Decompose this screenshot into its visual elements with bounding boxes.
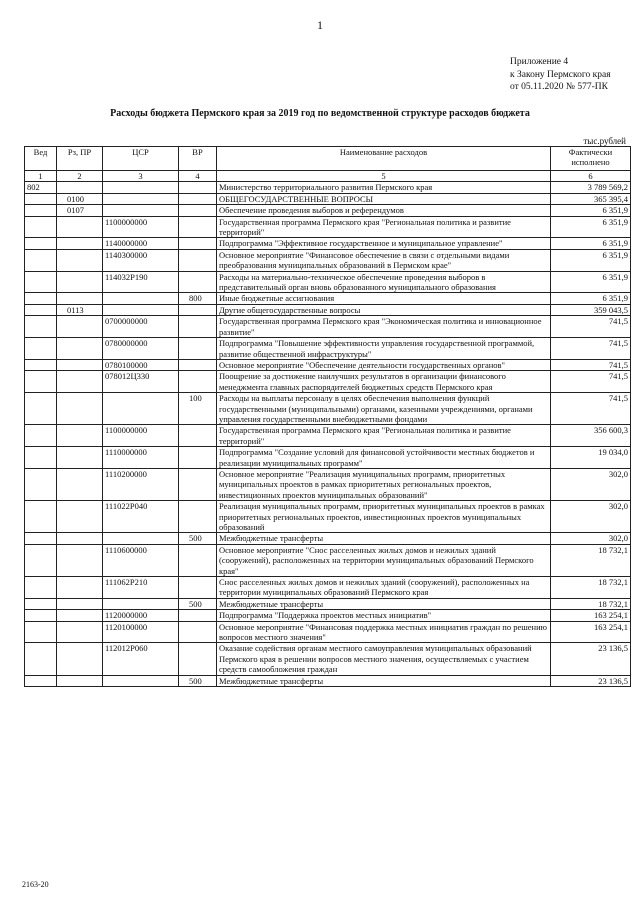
column-number: 3 bbox=[103, 171, 179, 182]
cell-amount: 365 395,4 bbox=[551, 193, 631, 204]
cell-vr bbox=[179, 468, 217, 500]
cell-vr bbox=[179, 621, 217, 643]
cell-name: Основное мероприятие "Финансовое обеспечение в связи с отдельными видами преобразования муниципальных образований в Пермском крае" bbox=[217, 249, 551, 271]
cell-amount: 741,5 bbox=[551, 316, 631, 338]
cell-rz-pr bbox=[57, 238, 103, 249]
cell-ved bbox=[25, 249, 57, 271]
cell-vr bbox=[179, 338, 217, 360]
table-row bbox=[25, 293, 631, 304]
cell-name: Основное мероприятие "Снос расселенных жилых домов и нежилых зданий (сооружений), расположенных на территории муниципальных образований Пермского края" bbox=[217, 544, 551, 576]
cell-rz-pr bbox=[57, 544, 103, 576]
cell-rz-pr bbox=[57, 643, 103, 675]
cell-name: Поощрение за достижение наилучших результатов в организации финансового менеджмента главных распорядителей бюджетных средств Пермского края bbox=[217, 371, 551, 393]
header-amount: Фактически исполнено bbox=[551, 147, 631, 171]
cell-vr bbox=[179, 371, 217, 393]
cell-amount: 18 732,1 bbox=[551, 544, 631, 576]
cell-csr: 112012Р060 bbox=[103, 643, 179, 675]
cell-amount: 741,5 bbox=[551, 371, 631, 393]
cell-amount: 302,0 bbox=[551, 533, 631, 544]
cell-amount: 18 732,1 bbox=[551, 598, 631, 609]
cell-vr bbox=[179, 501, 217, 533]
table-row bbox=[25, 447, 631, 469]
cell-ved bbox=[25, 675, 57, 686]
cell-amount: 6 351,9 bbox=[551, 271, 631, 293]
cell-amount: 741,5 bbox=[551, 393, 631, 425]
cell-ved bbox=[25, 338, 57, 360]
table-row bbox=[25, 249, 631, 271]
table-row bbox=[25, 316, 631, 338]
cell-amount: 6 351,9 bbox=[551, 249, 631, 271]
cell-csr: 0780100000 bbox=[103, 359, 179, 370]
cell-csr: 1110200000 bbox=[103, 468, 179, 500]
table-row bbox=[25, 533, 631, 544]
cell-ved bbox=[25, 621, 57, 643]
cell-name: ОБЩЕГОСУДАРСТВЕННЫЕ ВОПРОСЫ bbox=[217, 193, 551, 204]
cell-name: Оказание содействия органам местного самоуправления муниципальных образований Пермского края в решении вопросов местного значения, осуществляемых с участием средств самообложения граждан bbox=[217, 643, 551, 675]
cell-name: Государственная программа Пермского края "Региональная политика и развитие территорий" bbox=[217, 216, 551, 238]
table-row bbox=[25, 238, 631, 249]
cell-vr bbox=[179, 359, 217, 370]
cell-vr: 500 bbox=[179, 598, 217, 609]
table-row bbox=[25, 621, 631, 643]
cell-amount: 23 136,5 bbox=[551, 675, 631, 686]
cell-name: Другие общегосударственные вопросы bbox=[217, 304, 551, 315]
cell-ved bbox=[25, 304, 57, 315]
cell-csr bbox=[103, 304, 179, 315]
cell-rz-pr bbox=[57, 425, 103, 447]
cell-vr bbox=[179, 643, 217, 675]
cell-vr bbox=[179, 425, 217, 447]
cell-vr bbox=[179, 544, 217, 576]
cell-name: Государственная программа Пермского края "Региональная политика и развитие территорий" bbox=[217, 425, 551, 447]
cell-ved bbox=[25, 425, 57, 447]
cell-rz-pr bbox=[57, 610, 103, 621]
cell-name: Подпрограмма "Эффективное государственное и муниципальное управление" bbox=[217, 238, 551, 249]
cell-rz-pr bbox=[57, 621, 103, 643]
cell-csr: 114032Р190 bbox=[103, 271, 179, 293]
cell-amount: 3 789 569,2 bbox=[551, 182, 631, 193]
cell-name: Расходы на выплаты персоналу в целях обеспечения выполнения функций государственными (муниципальными) органами, казенными учреждениями, органами управления государственными внебюджетными фондами bbox=[217, 393, 551, 425]
cell-ved bbox=[25, 193, 57, 204]
cell-ved bbox=[25, 238, 57, 249]
table-row bbox=[25, 598, 631, 609]
cell-rz-pr: 0107 bbox=[57, 205, 103, 216]
cell-csr: 1120000000 bbox=[103, 610, 179, 621]
cell-amount: 6 351,9 bbox=[551, 293, 631, 304]
table-row bbox=[25, 577, 631, 599]
table-row bbox=[25, 393, 631, 425]
cell-vr bbox=[179, 316, 217, 338]
column-number: 4 bbox=[179, 171, 217, 182]
table-row bbox=[25, 468, 631, 500]
cell-csr bbox=[103, 598, 179, 609]
cell-vr bbox=[179, 205, 217, 216]
cell-ved bbox=[25, 316, 57, 338]
cell-ved bbox=[25, 610, 57, 621]
cell-ved bbox=[25, 447, 57, 469]
cell-name: Государственная программа Пермского края "Экономическая политика и инновационное развитие" bbox=[217, 316, 551, 338]
table-row bbox=[25, 425, 631, 447]
header-row bbox=[25, 147, 631, 171]
column-number: 2 bbox=[57, 171, 103, 182]
cell-rz-pr bbox=[57, 271, 103, 293]
table-row bbox=[25, 675, 631, 686]
cell-name: Межбюджетные трансферты bbox=[217, 675, 551, 686]
cell-ved bbox=[25, 293, 57, 304]
cell-rz-pr bbox=[57, 447, 103, 469]
cell-amount: 163 254,1 bbox=[551, 610, 631, 621]
header-ved: Вед bbox=[25, 147, 57, 171]
cell-rz-pr bbox=[57, 393, 103, 425]
cell-amount: 741,5 bbox=[551, 338, 631, 360]
cell-name: Межбюджетные трансферты bbox=[217, 533, 551, 544]
cell-vr bbox=[179, 238, 217, 249]
table-body bbox=[25, 182, 631, 687]
cell-ved: 802 bbox=[25, 182, 57, 193]
cell-name: Подпрограмма "Поддержка проектов местных инициатив" bbox=[217, 610, 551, 621]
cell-name: Основное мероприятие "Финансовая поддержка местных инициатив граждан по решению вопросов местного значения" bbox=[217, 621, 551, 643]
header-name: Наименование расходов bbox=[217, 147, 551, 171]
cell-amount: 359 043,5 bbox=[551, 304, 631, 315]
cell-ved bbox=[25, 643, 57, 675]
cell-csr bbox=[103, 193, 179, 204]
cell-csr: 1100000000 bbox=[103, 216, 179, 238]
cell-rz-pr bbox=[57, 293, 103, 304]
table-row bbox=[25, 501, 631, 533]
cell-amount: 163 254,1 bbox=[551, 621, 631, 643]
cell-csr bbox=[103, 675, 179, 686]
cell-csr: 1140000000 bbox=[103, 238, 179, 249]
cell-name: Подпрограмма "Повышение эффективности управления государственной программой, развитие общественной инфраструктуры" bbox=[217, 338, 551, 360]
column-number: 1 bbox=[25, 171, 57, 182]
cell-name: Реализация муниципальных программ, приоритетных муниципальных проектов в рамках приоритетных региональных проектов, инвестиционных проектов муниципальных образований bbox=[217, 501, 551, 533]
table-row bbox=[25, 304, 631, 315]
cell-amount: 6 351,9 bbox=[551, 205, 631, 216]
cell-rz-pr bbox=[57, 371, 103, 393]
cell-csr: 111062Р210 bbox=[103, 577, 179, 599]
cell-ved bbox=[25, 216, 57, 238]
cell-ved bbox=[25, 205, 57, 216]
cell-vr bbox=[179, 447, 217, 469]
cell-ved bbox=[25, 577, 57, 599]
cell-rz-pr bbox=[57, 359, 103, 370]
cell-csr: 1140300000 bbox=[103, 249, 179, 271]
cell-csr: 078012Ц330 bbox=[103, 371, 179, 393]
cell-amount: 302,0 bbox=[551, 501, 631, 533]
table-row bbox=[25, 271, 631, 293]
table-row bbox=[25, 338, 631, 360]
cell-ved bbox=[25, 359, 57, 370]
cell-csr: 1110000000 bbox=[103, 447, 179, 469]
budget-table bbox=[24, 146, 631, 687]
cell-amount: 6 351,9 bbox=[551, 238, 631, 249]
cell-rz-pr bbox=[57, 598, 103, 609]
page-number: 1 bbox=[317, 18, 323, 32]
cell-amount: 6 351,9 bbox=[551, 216, 631, 238]
cell-csr: 111022Р040 bbox=[103, 501, 179, 533]
table-row bbox=[25, 643, 631, 675]
column-number: 6 bbox=[551, 171, 631, 182]
cell-rz-pr bbox=[57, 216, 103, 238]
table-row bbox=[25, 359, 631, 370]
table-row bbox=[25, 216, 631, 238]
appendix-line-2: к Закону Пермского края bbox=[510, 69, 611, 80]
cell-ved bbox=[25, 271, 57, 293]
cell-csr bbox=[103, 293, 179, 304]
table-row bbox=[25, 610, 631, 621]
cell-amount: 741,5 bbox=[551, 359, 631, 370]
cell-rz-pr bbox=[57, 338, 103, 360]
cell-vr bbox=[179, 610, 217, 621]
cell-name: Основное мероприятие "Реализация муниципальных программ, приоритетных муниципальных проектов в рамках приоритетных региональных проектов, инвестиционных проектов муниципальных образований" bbox=[217, 468, 551, 500]
cell-vr bbox=[179, 249, 217, 271]
cell-vr bbox=[179, 304, 217, 315]
cell-vr: 100 bbox=[179, 393, 217, 425]
column-number: 5 bbox=[217, 171, 551, 182]
cell-amount: 302,0 bbox=[551, 468, 631, 500]
cell-name: Межбюджетные трансферты bbox=[217, 598, 551, 609]
cell-ved bbox=[25, 468, 57, 500]
cell-vr bbox=[179, 216, 217, 238]
appendix-line-1: Приложение 4 bbox=[510, 57, 569, 67]
cell-rz-pr bbox=[57, 468, 103, 500]
cell-rz-pr bbox=[57, 577, 103, 599]
table-row bbox=[25, 371, 631, 393]
cell-name: Основное мероприятие "Обеспечение деятельности государственных органов" bbox=[217, 359, 551, 370]
cell-name: Расходы на материально-техническое обеспечение проведения выборов в представительный орган вновь образованного муниципального образования bbox=[217, 271, 551, 293]
cell-vr bbox=[179, 193, 217, 204]
header-csr: ЦСР bbox=[103, 147, 179, 171]
unit-label: тыс.рублей bbox=[583, 136, 626, 146]
header-rz-pr: Рз, ПР bbox=[57, 147, 103, 171]
cell-ved bbox=[25, 533, 57, 544]
cell-csr bbox=[103, 393, 179, 425]
header-vr: ВР bbox=[179, 147, 217, 171]
cell-rz-pr bbox=[57, 501, 103, 533]
cell-vr bbox=[179, 577, 217, 599]
cell-amount: 19 034,0 bbox=[551, 447, 631, 469]
table-row bbox=[25, 205, 631, 216]
cell-rz-pr bbox=[57, 249, 103, 271]
cell-csr: 0700000000 bbox=[103, 316, 179, 338]
cell-rz-pr bbox=[57, 316, 103, 338]
table-row bbox=[25, 193, 631, 204]
cell-ved bbox=[25, 371, 57, 393]
cell-csr bbox=[103, 533, 179, 544]
cell-csr: 1110600000 bbox=[103, 544, 179, 576]
cell-rz-pr: 0100 bbox=[57, 193, 103, 204]
cell-rz-pr bbox=[57, 182, 103, 193]
cell-amount: 18 732,1 bbox=[551, 577, 631, 599]
appendix-block bbox=[510, 56, 611, 94]
cell-vr: 800 bbox=[179, 293, 217, 304]
cell-rz-pr bbox=[57, 675, 103, 686]
cell-csr: 0780000000 bbox=[103, 338, 179, 360]
cell-name: Снос расселенных жилых домов и нежилых зданий (сооружений), расположенных на территории муниципальных образований Пермского края bbox=[217, 577, 551, 599]
cell-vr: 500 bbox=[179, 675, 217, 686]
cell-name: Подпрограмма "Создание условий для финансовой устойчивости местных бюджетов и реализации муниципальных программ" bbox=[217, 447, 551, 469]
table-row bbox=[25, 544, 631, 576]
cell-csr bbox=[103, 205, 179, 216]
cell-csr: 1120100000 bbox=[103, 621, 179, 643]
table-row bbox=[25, 182, 631, 193]
cell-amount: 356 600,3 bbox=[551, 425, 631, 447]
cell-vr bbox=[179, 182, 217, 193]
cell-vr: 500 bbox=[179, 533, 217, 544]
document-title: Расходы бюджета Пермского края за 2019 год по ведомственной структуре расходов бюджета bbox=[110, 108, 530, 119]
cell-amount: 23 136,5 bbox=[551, 643, 631, 675]
cell-ved bbox=[25, 393, 57, 425]
cell-csr bbox=[103, 182, 179, 193]
cell-csr: 1100000000 bbox=[103, 425, 179, 447]
cell-name: Министерство территориального развития Пермского края bbox=[217, 182, 551, 193]
appendix-line-3: от 05.11.2020 № 577-ПК bbox=[510, 82, 608, 92]
column-number-row bbox=[25, 171, 631, 182]
cell-ved bbox=[25, 501, 57, 533]
cell-name: Обеспечение проведения выборов и референдумов bbox=[217, 205, 551, 216]
cell-rz-pr: 0113 bbox=[57, 304, 103, 315]
document-code: 2163-20 bbox=[22, 880, 49, 889]
cell-ved bbox=[25, 598, 57, 609]
cell-vr bbox=[179, 271, 217, 293]
cell-ved bbox=[25, 544, 57, 576]
cell-name: Иные бюджетные ассигнования bbox=[217, 293, 551, 304]
cell-rz-pr bbox=[57, 533, 103, 544]
